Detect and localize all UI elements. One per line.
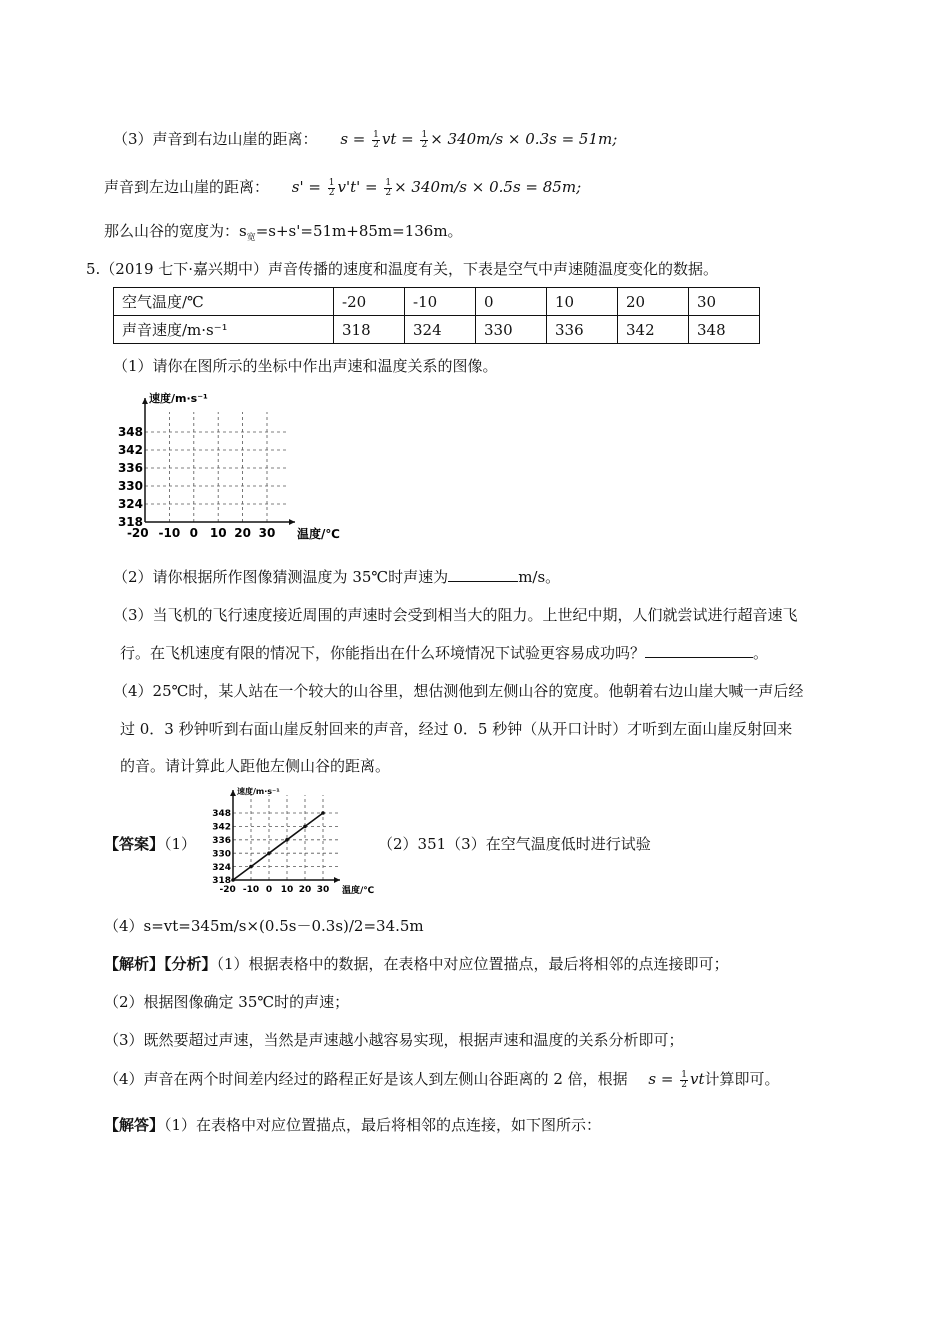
y-tick-label: 336 bbox=[212, 835, 231, 846]
equation-right-cliff: s = $\frac{1}{2}$ vt = $\frac{1}{2}$ × 340m/s × 0.3s = 51m; bbox=[340, 129, 618, 150]
x-tick-label: -20 bbox=[219, 885, 236, 895]
question-5-stem: 5.（2019 七下·嘉兴期中）声音传播的速度和温度有关，下表是空气中声速随温度变化的数据。 bbox=[86, 260, 719, 278]
table-row bbox=[114, 316, 760, 344]
x-tick-label: 30 bbox=[316, 885, 330, 895]
table-cell: 342 bbox=[618, 316, 689, 344]
y-tick-label: 330 bbox=[117, 479, 143, 494]
question-5-part-1: （1）请你在图所示的坐标中作出声速和温度关系的图像。 bbox=[113, 357, 498, 375]
y-tick-label: 318 bbox=[117, 515, 143, 530]
answer-blank[interactable] bbox=[645, 657, 753, 658]
analysis-line-3: （3）既然要超过声速，当然是声速越小越容易实现，根据声速和温度的关系分析即可； bbox=[104, 1031, 684, 1049]
solution-line-valley-width: 那么山谷的宽度为：$s_宽=s+s'=51m+85m=136m$。 bbox=[104, 222, 463, 243]
table-cell: -10 bbox=[405, 288, 476, 316]
x-tick-label: 20 bbox=[234, 526, 251, 540]
y-tick-label: 342 bbox=[117, 443, 143, 458]
question-5-part-2: （2）请你根据所作图像猜测温度为 35℃时声速为 m/s。 bbox=[113, 568, 561, 586]
table-header-temperature: 空气温度/℃ bbox=[114, 288, 334, 316]
solution-line-right-cliff: （3）声音到右边山崖的距离： s = $\frac{1}{2}$ vt = $\frac{1}{2}$ × 340m/s × 0.3s = 51m; bbox=[113, 129, 618, 150]
solution-line-1: 【解答】（1）在表格中对应位置描点，最后将相邻的点连接，如下图所示： bbox=[104, 1116, 602, 1134]
table-cell: 30 bbox=[689, 288, 760, 316]
analysis-line-2: （2）根据图像确定 35℃时的声速； bbox=[104, 993, 350, 1011]
table-cell: 10 bbox=[547, 288, 618, 316]
y-axis-arrow bbox=[142, 398, 148, 404]
x-tick-label: 10 bbox=[280, 885, 294, 895]
x-axis-label: 温度/℃ bbox=[342, 886, 375, 896]
equation-left-cliff: s' = $\frac{1}{2}$ v't' = $\frac{1}{2}$ × 340m/s × 0.5s = 85m; bbox=[291, 177, 582, 198]
y-tick-label: 324 bbox=[117, 497, 143, 512]
x-tick-label: 20 bbox=[298, 885, 312, 895]
question-5-part-3-line2: 行。在飞机速度有限的情况下，你能指出在什么环境情况下试验更容易成功吗？ 。 bbox=[120, 644, 769, 662]
speed-temperature-table bbox=[113, 287, 760, 344]
y-tick-label: 348 bbox=[212, 809, 231, 820]
y-tick-label: 330 bbox=[212, 849, 231, 860]
table-cell: 0 bbox=[476, 288, 547, 316]
y-tick-label: 324 bbox=[212, 862, 231, 873]
y-tick-label: 342 bbox=[212, 822, 231, 833]
analysis-line-1: 【解析】【分析】（1）根据表格中的数据，在表格中对应位置描点，最后将相邻的点连接即可； bbox=[104, 955, 729, 973]
x-axis-arrow bbox=[289, 519, 295, 525]
x-tick-label: -10 bbox=[158, 526, 181, 540]
solution-line-left-cliff: 声音到左边山崖的距离： s' = $\frac{1}{2}$ v't' = $\frac{1}{2}$ × 340m/s × 0.5s = 85m; bbox=[104, 177, 582, 198]
question-5-part-3-line1: （3）当飞机的飞行速度接近周围的声速时会受到相当大的阻力。上世纪中期，人们就尝试进行超音速飞 bbox=[113, 606, 798, 624]
answer-chart bbox=[208, 784, 375, 904]
question-5-part-4-line1: （4）25℃时，某人站在一个较大的山谷里，想估测他到左侧山谷的宽度。他朝着右边山崖大喊一声后经 bbox=[113, 682, 804, 700]
answer-line: 【答案】（1） bbox=[104, 835, 197, 853]
table-cell: 318 bbox=[334, 316, 405, 344]
data-point bbox=[231, 878, 235, 882]
data-point bbox=[267, 851, 271, 855]
data-point bbox=[321, 811, 325, 815]
answer-parts-2-3: （2）351（3）在空气温度低时进行试验 bbox=[378, 835, 651, 853]
y-tick-label: 318 bbox=[212, 876, 231, 887]
table-row bbox=[114, 288, 760, 316]
y-tick-label: 348 bbox=[117, 425, 143, 440]
answer-part-4: （4）s=vt=345m/s×(0.5s－0.3s)/2=34.5m bbox=[104, 917, 424, 935]
data-point bbox=[303, 825, 307, 829]
y-axis-label: 速度/m·s⁻¹ bbox=[237, 787, 280, 796]
table-header-speed: 声音速度/m·s⁻¹ bbox=[114, 316, 334, 344]
x-tick-label: 0 bbox=[189, 526, 198, 540]
question-5-part-4-line2: 过 0．3 秒钟听到右面山崖反射回来的声音，经过 0．5 秒钟（从开口计时）才听到左面山崖反射回来 bbox=[120, 720, 793, 738]
x-tick-label: 10 bbox=[209, 526, 227, 540]
x-tick-label: -10 bbox=[242, 885, 260, 895]
series-line bbox=[233, 813, 323, 880]
question-5-part-4-line3: 的音。请计算此人距他左侧山谷的距离。 bbox=[120, 757, 391, 775]
table-cell: 324 bbox=[405, 316, 476, 344]
y-axis-arrow bbox=[230, 790, 236, 796]
x-tick-label: 30 bbox=[258, 526, 276, 540]
table-cell: 336 bbox=[547, 316, 618, 344]
x-tick-label: 0 bbox=[265, 885, 273, 895]
table-cell: 20 bbox=[618, 288, 689, 316]
x-axis-arrow bbox=[334, 877, 340, 883]
y-tick-label: 336 bbox=[117, 461, 143, 476]
analysis-line-4: （4）声音在两个时间差内经过的路程正好是该人到左侧山谷距离的 2 倍，根据 s = $\frac{1}{2}$ vt计算即可。 bbox=[104, 1069, 780, 1090]
table-cell: 330 bbox=[476, 316, 547, 344]
empty-coordinate-chart bbox=[110, 390, 340, 550]
answer-blank[interactable] bbox=[448, 581, 518, 582]
y-axis-label: 速度/m·s⁻¹ bbox=[149, 392, 208, 405]
data-point bbox=[249, 865, 253, 869]
x-axis-label: 温度/℃ bbox=[297, 527, 340, 541]
table-cell: 348 bbox=[689, 316, 760, 344]
data-point bbox=[285, 838, 289, 842]
table-cell: -20 bbox=[334, 288, 405, 316]
x-tick-label: -20 bbox=[126, 526, 149, 540]
